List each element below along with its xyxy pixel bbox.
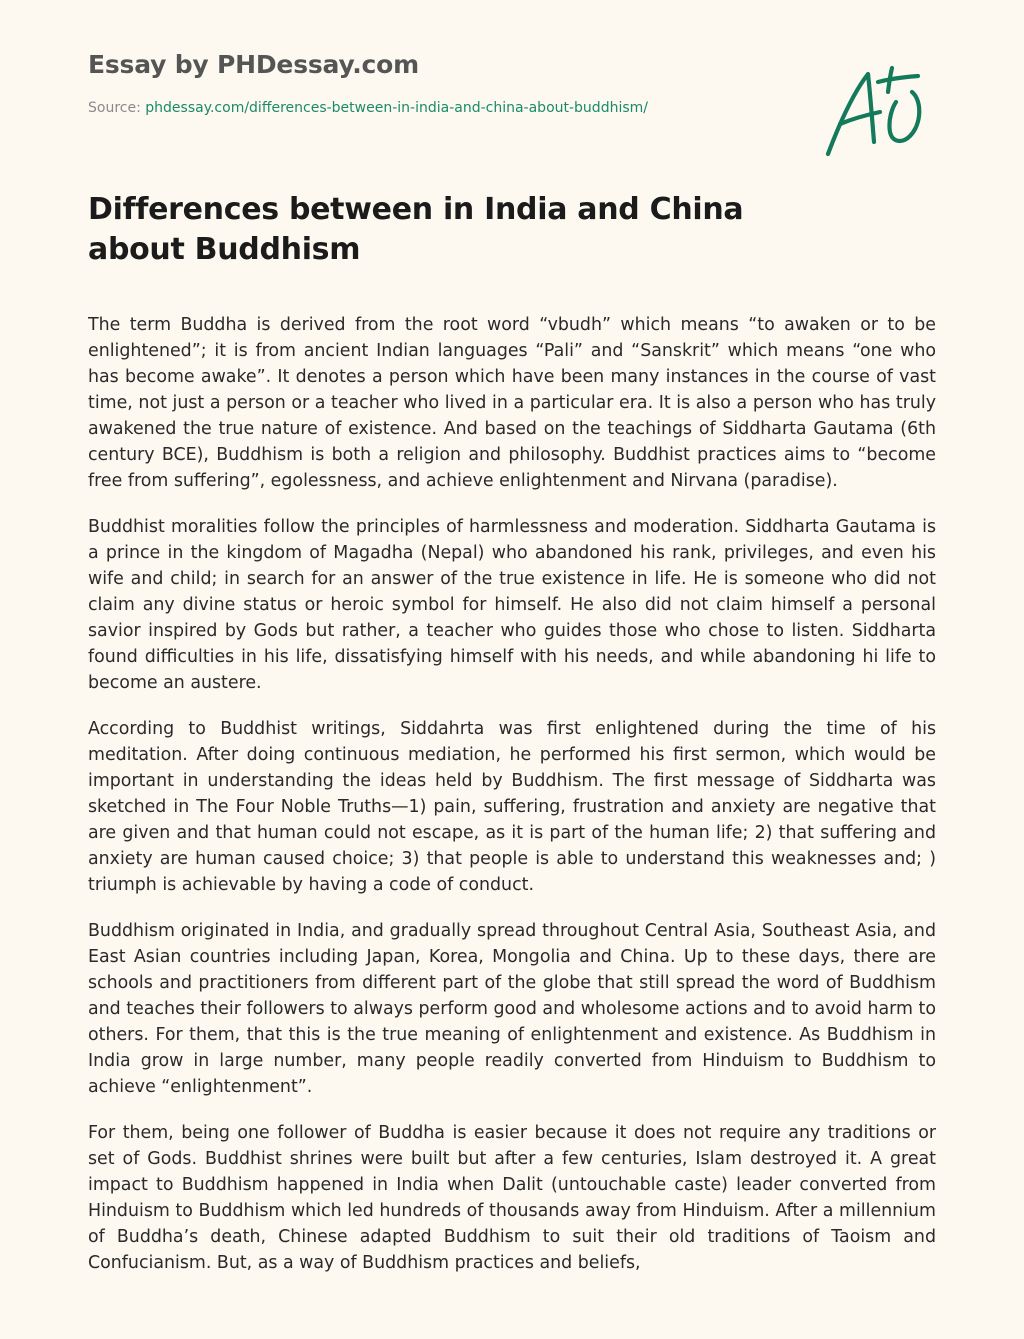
- essay-paragraph: According to Buddhist writings, Siddahrta was first enlightened during the time of his meditation. After doing continuous mediation, he performed his first sermon, which would be important in understanding the ideas held by Buddhism. The first message of Siddharta was sketched in The Four Noble Truths—1) pain, suffering, frustration and anxiety are negative that are given and that human could not escape, as it is part of the human life; 2) that suffering and anxiety are human caused choice; 3) that people is able to understand this weaknesses and; ) triumph is achievable by having a code of conduct.: [88, 719, 936, 895]
- source-link[interactable]: phdessay.com/differences-between-in-india-and-china-about-buddhism/: [145, 100, 648, 116]
- a-plus-grade-icon: [818, 62, 930, 162]
- essay-paragraph: For them, being one follower of Buddha is easier because it does not require any traditions or set of Gods. Buddhist shrines were built but after a few centuries, Islam destroyed it. A great impact to Buddhism happened in India when Dalit (untouchable caste) leader converted from Hinduism to Buddhism which led hundreds of thousands away from Hinduism. After a millennium of Buddha’s death, Chinese adapted Buddhism to suit their old traditions of Taoism and Confucianism. But, as a way of Buddhism practices and beliefs,: [88, 1123, 936, 1273]
- source-line: [88, 98, 788, 118]
- essay-paragraph: Buddhist moralities follow the principles of harmlessness and moderation. Siddharta Gautama is a prince in the kingdom of Magadha (Nepal) who abandoned his rank, privileges, and even his wife and child; in search for an answer of the true existence in life. He is someone who did not claim any divine status or heroic symbol for himself. He also did not claim himself a personal savior inspired by Gods but rather, a teacher who guides those who chose to listen. Siddharta found difficulties in his life, dissatisfying himself with his needs, and while abandoning hi life to become an austere.: [88, 517, 936, 693]
- essay-paragraph: The term Buddha is derived from the root word “vbudh” which means “to awaken or to be enlightened”; it is from ancient Indian languages “Pali” and “Sanskrit” which means “one who has become awake”. It denotes a person which have been many instances in the course of vast time, not just a person or a teacher who lived in a particular era. It is also a person who has truly awakened the true nature of existence. And based on the teachings of Siddharta Gautama (6th century BCE), Buddhism is both a religion and philosophy. Buddhist practices aims to “become free from suffering”, egolessness, and achieve enlightenment and Nirvana (paradise).: [88, 315, 936, 491]
- site-brand[interactable]: Essay by PHDessay.com: [88, 50, 419, 79]
- source-label: Source:: [88, 100, 141, 116]
- essay-paragraph: Buddhism originated in India, and gradually spread throughout Central Asia, Southeast Asia, and East Asian countries including Japan, Korea, Mongolia and China. Up to these days, there are schools and practitioners from different part of the globe that still spread the word of Buddhism and teaches their followers to always perform good and wholesome actions and to avoid harm to others. For them, that this is the true meaning of enlightenment and existence. As Buddhism in India grow in large number, many people readily converted from Hinduism to Buddhism to achieve “enlightenment”.: [88, 921, 936, 1097]
- site-header: [88, 48, 788, 118]
- essay-title: Differences between in India and China about Buddhism: [88, 192, 744, 267]
- essay-body: [88, 312, 936, 1290]
